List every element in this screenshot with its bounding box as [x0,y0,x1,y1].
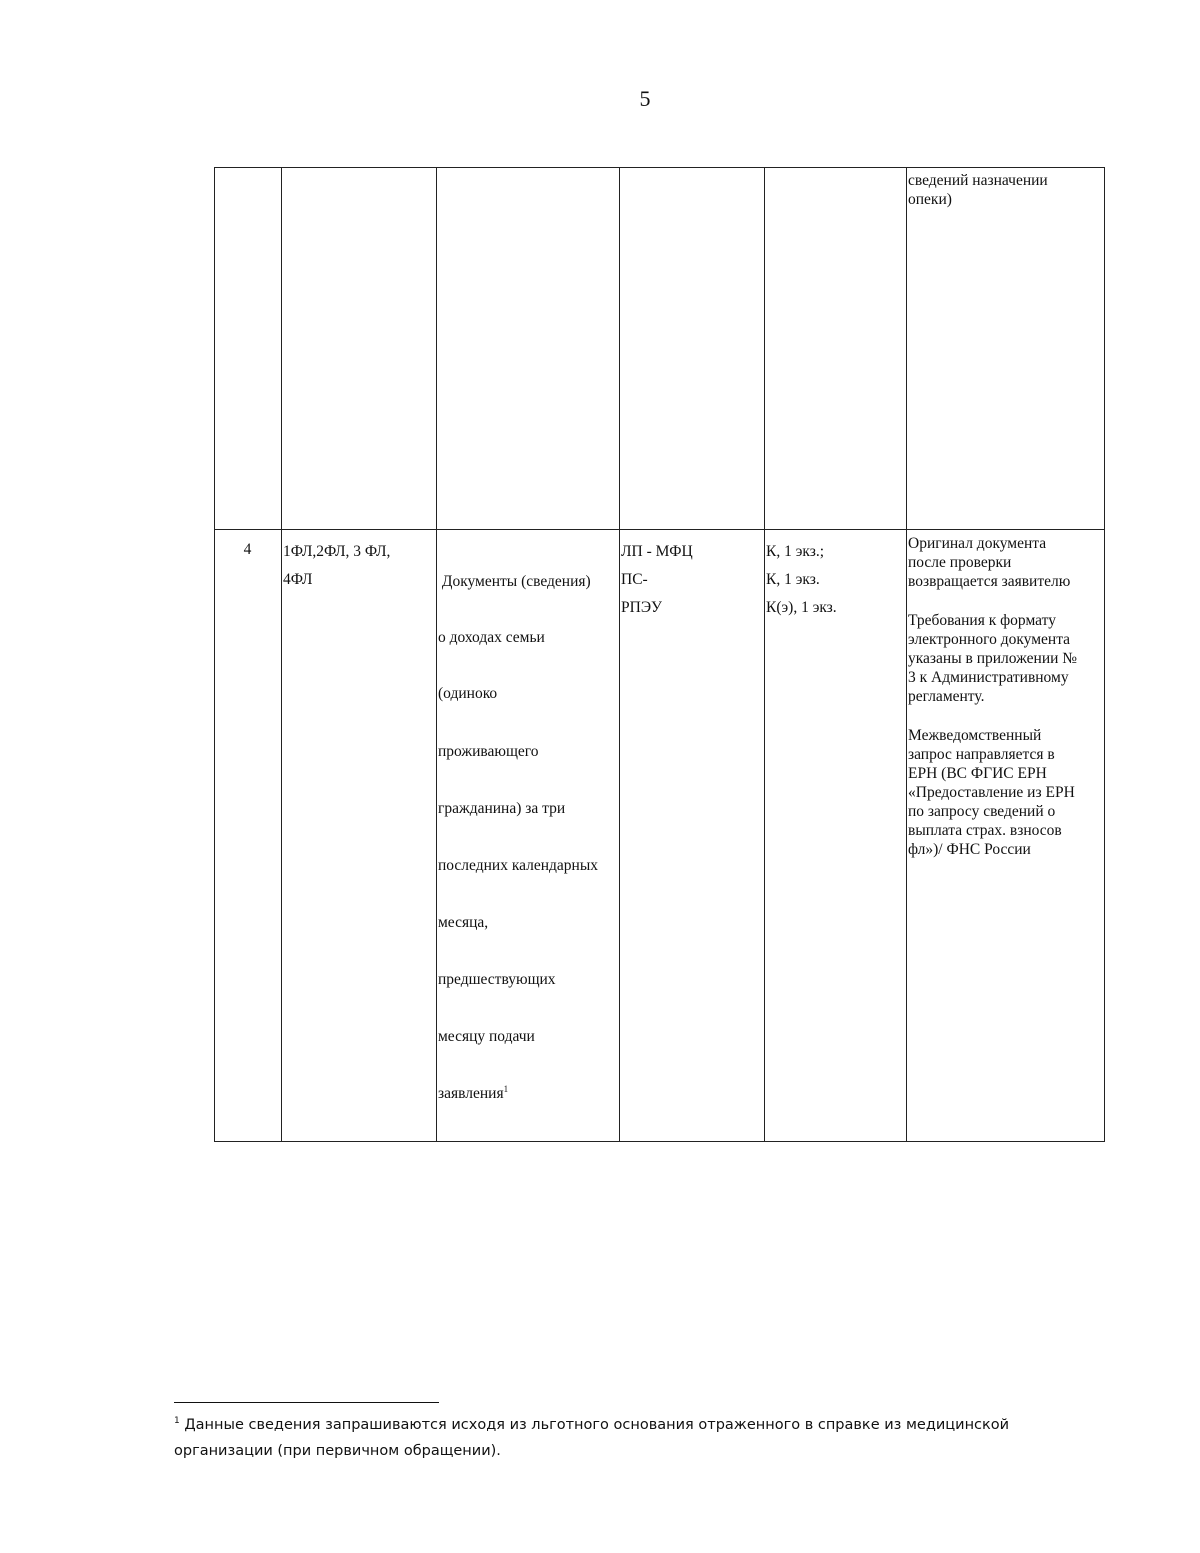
notes-cell [907,530,1105,1142]
cell-text: выплата страх. взносов [908,822,1062,839]
cell-text: сведений назначении [908,172,1048,189]
table-row [215,168,1105,530]
cell-text: Межведомственный [908,727,1042,744]
cell-text: ЛП - МФЦ [621,543,693,560]
note-paragraph [908,726,1102,859]
applicants-cell [282,530,437,1142]
cell-text: предшествующих [438,971,556,988]
table-cell [437,168,620,530]
table-cell [215,168,282,530]
cell-text: фл»)/ ФНС России [908,841,1031,858]
page-number: 5 [639,86,651,111]
cell-text: К, 1 экз.; [766,543,824,560]
footnote [174,1412,1074,1464]
table-cell [620,168,765,530]
cell-text: электронного документа [908,631,1071,648]
cell-text: заявления [438,1085,504,1102]
table-cell [282,168,437,530]
cell-text: о доходах семьи [438,629,545,646]
cell-text: регламенту. [908,688,985,705]
cell-text: после проверки [908,554,1012,571]
cell-text: К(э), 1 экз. [766,599,837,616]
table-row [215,530,1105,1142]
cell-text: Требования к формату [908,612,1056,629]
footnote-ref: 1 [503,1083,509,1094]
cell-text: К, 1 экз. [766,571,820,588]
cell-text [438,1084,617,1103]
cell-text: указаны в приложении № [908,650,1078,667]
notes-cell [907,168,1105,530]
cell-text: возвращается заявителю [908,573,1071,590]
footnote-mark: 1 [174,1416,180,1427]
cell-text: месяца, [438,914,489,931]
cell-text: 1ФЛ,2ФЛ, 3 ФЛ, [283,543,391,560]
cell-text: РПЭУ [621,599,663,616]
cell-text: ПС- [621,571,648,588]
cell-text: проживающего [438,743,539,760]
cell-text: гражданина) за три [438,800,566,817]
cell-text: опеки) [908,191,952,208]
note-paragraph [908,611,1102,706]
footnote-separator [174,1402,439,1403]
cell-text: Документы (сведения) [438,573,591,590]
cell-text: 4ФЛ [283,571,313,588]
cell-text: последних календарных [438,857,599,874]
cell-text: месяцу подачи [438,1028,535,1045]
document-cell [437,530,620,1142]
table-cell [765,168,907,530]
copies-cell [765,530,907,1142]
cell-text: 3 к Административному [908,669,1069,686]
cell-text: (одиноко [438,685,498,702]
note-paragraph [908,534,1102,591]
channels-cell [620,530,765,1142]
row-number: 4 [215,530,282,1142]
cell-text: Оригинал документа [908,535,1047,552]
cell-text: ЕРН (ВС ФГИС ЕРН [908,765,1047,782]
cell-text: по запросу сведений о [908,803,1056,820]
cell-text: запрос направляется в [908,746,1055,763]
footnote-text: Данные сведения запрашиваются исходя из льготного основания отраженного в справке из медицинской организации (при первичном обращении). [174,1417,1010,1459]
cell-text: «Предоставление из ЕРН [908,784,1075,801]
requirements-table [214,167,1105,1142]
